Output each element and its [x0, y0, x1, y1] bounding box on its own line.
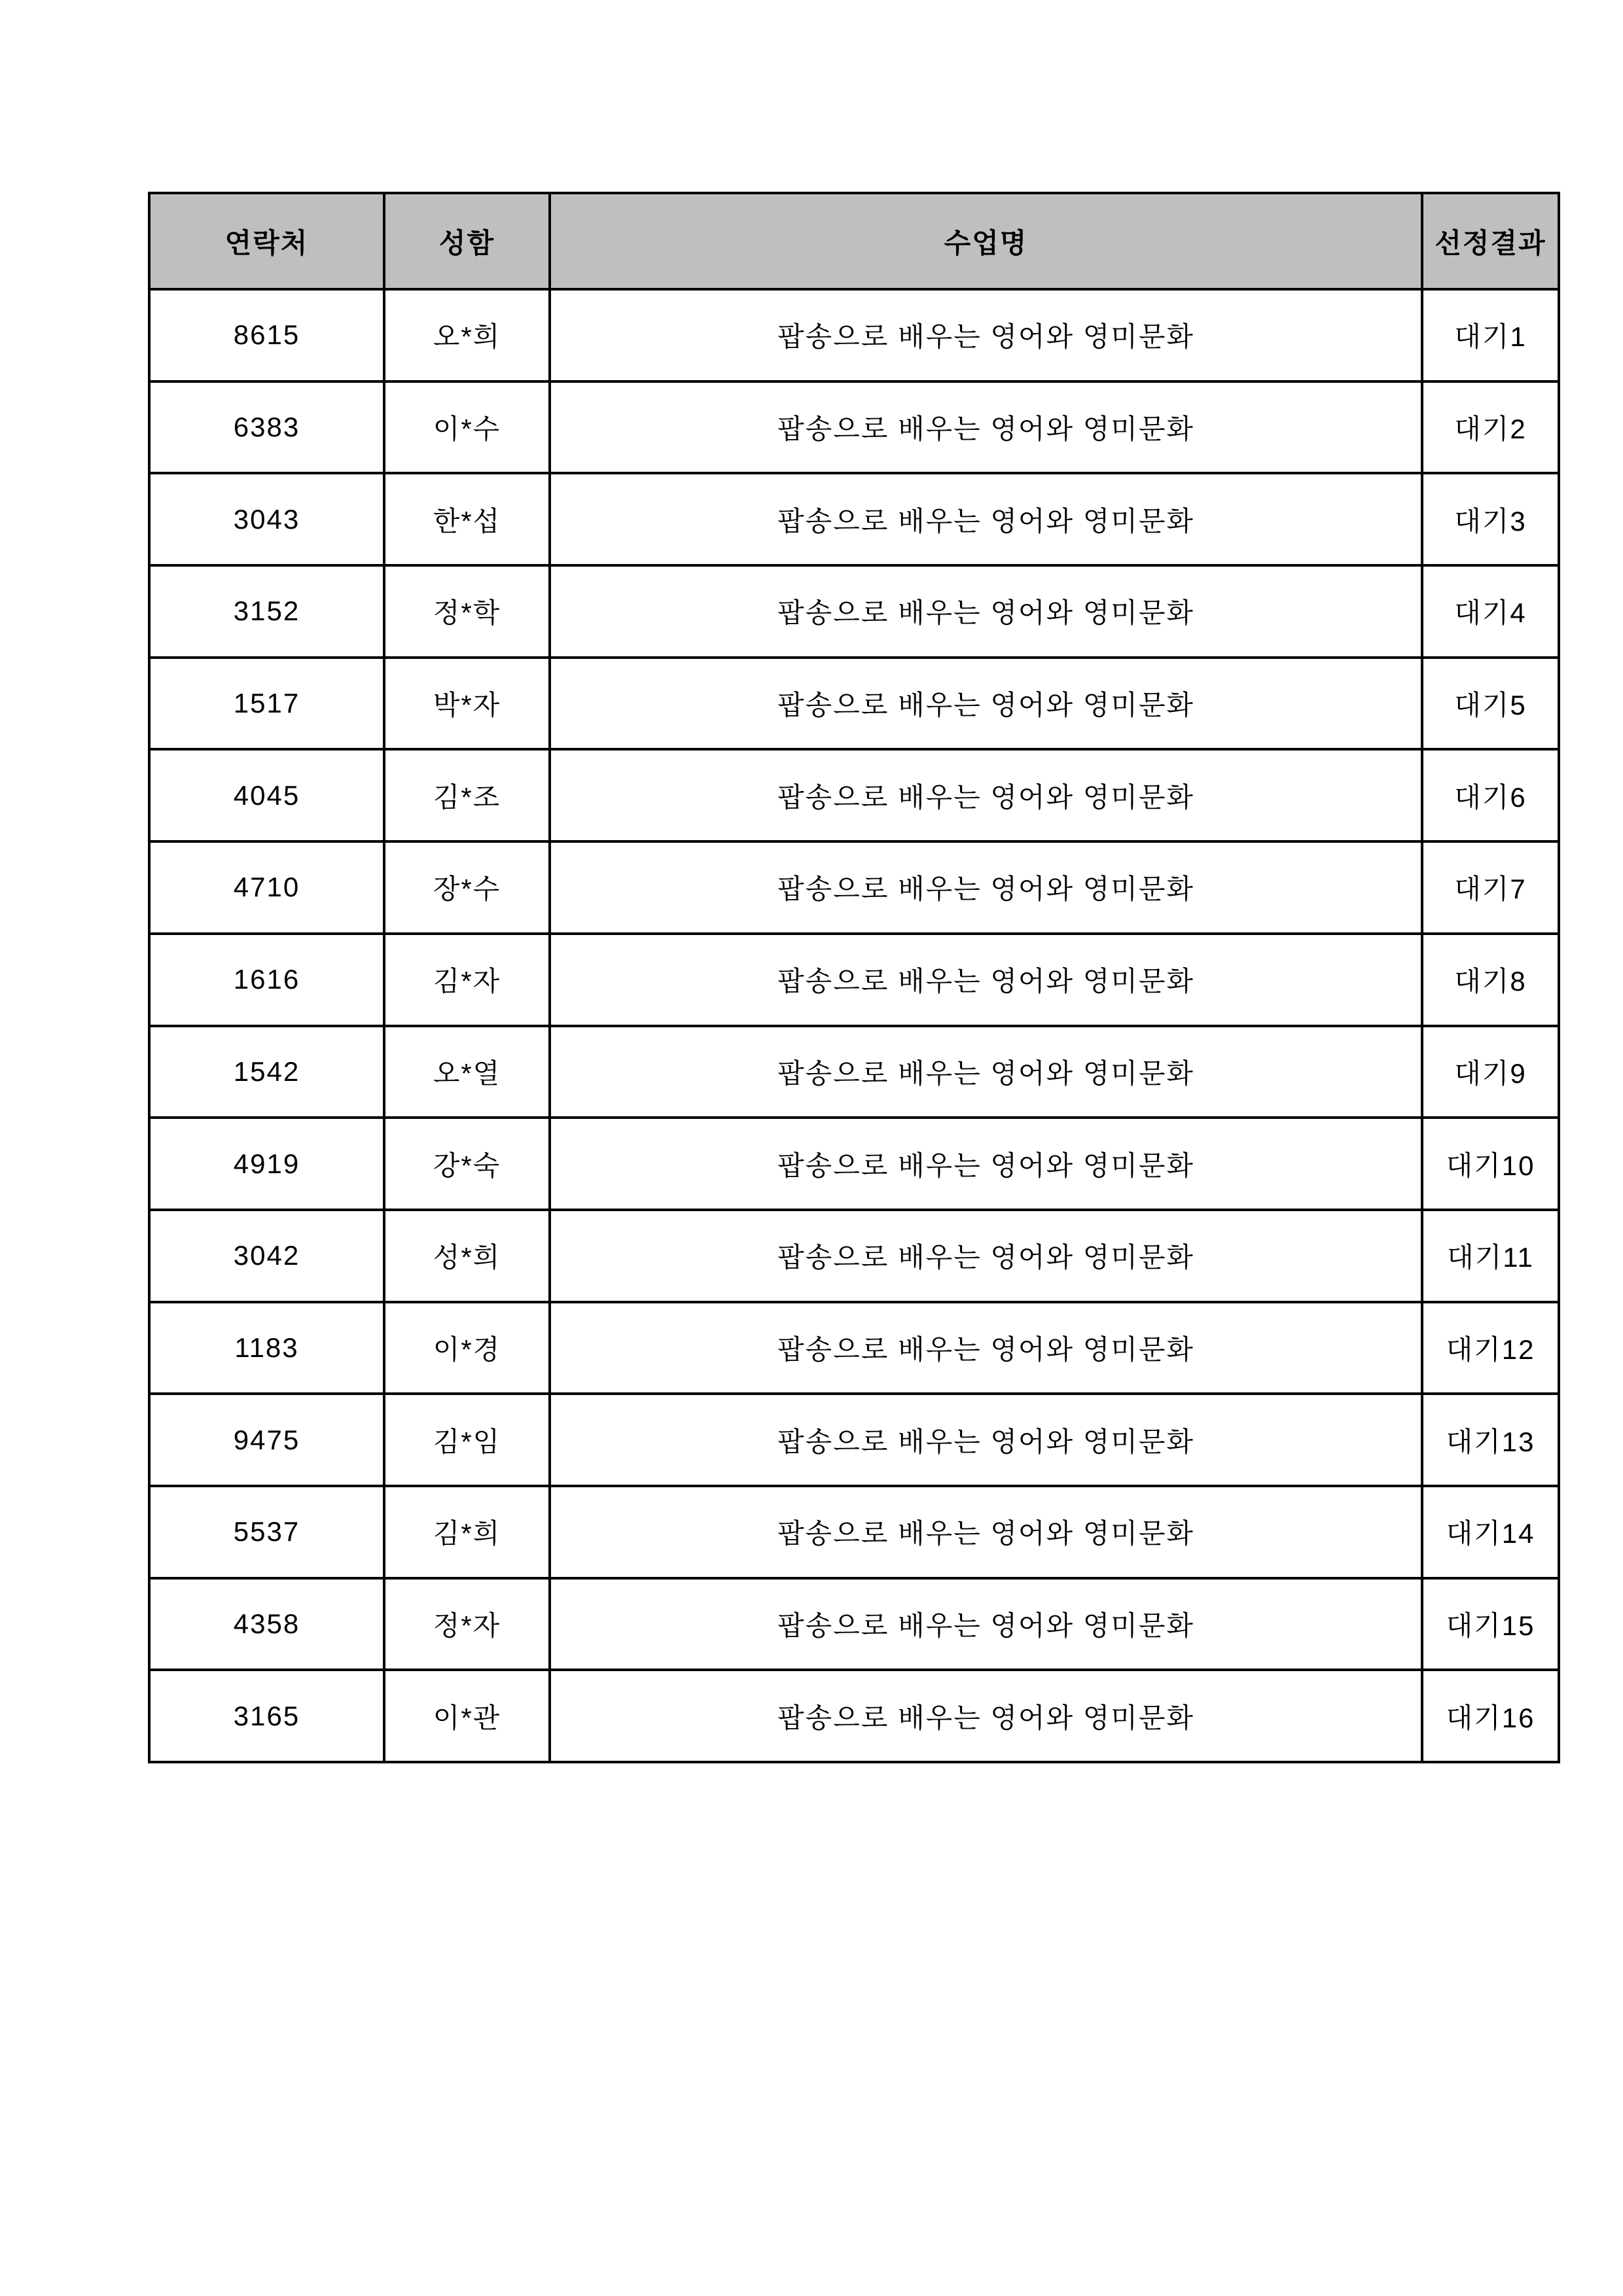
- table-cell: 대기2: [1422, 381, 1559, 474]
- table-row: [149, 565, 1559, 658]
- table-cell: 3042: [149, 1210, 384, 1302]
- table-row: [149, 934, 1559, 1026]
- table-row: [149, 1210, 1559, 1302]
- table-cell: 1183: [149, 1302, 384, 1394]
- table-row: [149, 1118, 1559, 1210]
- table-cell: 이*관: [384, 1670, 550, 1762]
- table-header: [149, 193, 1559, 289]
- table-cell: 김*자: [384, 934, 550, 1026]
- table-cell: 대기9: [1422, 1026, 1559, 1118]
- table-cell: 강*숙: [384, 1118, 550, 1210]
- table-cell: 대기4: [1422, 565, 1559, 658]
- table-row: [149, 1578, 1559, 1670]
- table-cell: 대기10: [1422, 1118, 1559, 1210]
- table-cell: 6383: [149, 381, 384, 474]
- table-cell: 성*희: [384, 1210, 550, 1302]
- waitlist-table: [148, 192, 1560, 1763]
- table-cell: 팝송으로 배우는 영어와 영미문화: [550, 1394, 1422, 1486]
- table-cell: 3152: [149, 565, 384, 658]
- table-cell: 3043: [149, 473, 384, 565]
- table-cell: 한*섭: [384, 473, 550, 565]
- table-cell: 이*경: [384, 1302, 550, 1394]
- table-row: [149, 289, 1559, 381]
- table-cell: 8615: [149, 289, 384, 381]
- table-cell: 팝송으로 배우는 영어와 영미문화: [550, 381, 1422, 474]
- table-row: [149, 1670, 1559, 1762]
- table-row: [149, 1394, 1559, 1486]
- table-cell: 대기5: [1422, 658, 1559, 750]
- table-cell: 대기14: [1422, 1486, 1559, 1578]
- table-cell: 이*수: [384, 381, 550, 474]
- table-cell: 팝송으로 배우는 영어와 영미문화: [550, 289, 1422, 381]
- table-cell: 팝송으로 배우는 영어와 영미문화: [550, 1486, 1422, 1578]
- table-cell: 팝송으로 배우는 영어와 영미문화: [550, 473, 1422, 565]
- table-cell: 팝송으로 배우는 영어와 영미문화: [550, 565, 1422, 658]
- table-cell: 팝송으로 배우는 영어와 영미문화: [550, 1210, 1422, 1302]
- table-row: [149, 381, 1559, 474]
- table-cell: 팝송으로 배우는 영어와 영미문화: [550, 1578, 1422, 1670]
- table-row: [149, 1302, 1559, 1394]
- table-cell: 대기16: [1422, 1670, 1559, 1762]
- table-cell: 팝송으로 배우는 영어와 영미문화: [550, 1302, 1422, 1394]
- table-row: [149, 658, 1559, 750]
- table-row: [149, 473, 1559, 565]
- table-cell: 박*자: [384, 658, 550, 750]
- table-cell: 김*희: [384, 1486, 550, 1578]
- header-row: [149, 193, 1559, 289]
- table-cell: 4358: [149, 1578, 384, 1670]
- table-cell: 4710: [149, 841, 384, 934]
- table-cell: 대기11: [1422, 1210, 1559, 1302]
- table-cell: 4919: [149, 1118, 384, 1210]
- table-body: [149, 289, 1559, 1762]
- table-cell: 오*희: [384, 289, 550, 381]
- table-row: [149, 841, 1559, 934]
- table-cell: 정*자: [384, 1578, 550, 1670]
- table-cell: 대기3: [1422, 473, 1559, 565]
- table-row: [149, 1026, 1559, 1118]
- table-cell: 5537: [149, 1486, 384, 1578]
- table-cell: 팝송으로 배우는 영어와 영미문화: [550, 841, 1422, 934]
- table-row: [149, 749, 1559, 841]
- table-cell: 김*임: [384, 1394, 550, 1486]
- table-cell: 대기7: [1422, 841, 1559, 934]
- table-row: [149, 1486, 1559, 1578]
- table-cell: 김*조: [384, 749, 550, 841]
- table-cell: 장*수: [384, 841, 550, 934]
- table-cell: 3165: [149, 1670, 384, 1762]
- table-cell: 팝송으로 배우는 영어와 영미문화: [550, 1118, 1422, 1210]
- table-cell: 1517: [149, 658, 384, 750]
- table-cell: 대기13: [1422, 1394, 1559, 1486]
- table-cell: 9475: [149, 1394, 384, 1486]
- table-cell: 팝송으로 배우는 영어와 영미문화: [550, 749, 1422, 841]
- col-header-result: 선정결과: [1422, 193, 1559, 289]
- table-cell: 1616: [149, 934, 384, 1026]
- col-header-contact: 연락처: [149, 193, 384, 289]
- table-cell: 팝송으로 배우는 영어와 영미문화: [550, 1026, 1422, 1118]
- col-header-class: 수업명: [550, 193, 1422, 289]
- table-cell: 팝송으로 배우는 영어와 영미문화: [550, 934, 1422, 1026]
- table-cell: 대기12: [1422, 1302, 1559, 1394]
- table-cell: 팝송으로 배우는 영어와 영미문화: [550, 1670, 1422, 1762]
- table-cell: 정*학: [384, 565, 550, 658]
- table-cell: 대기6: [1422, 749, 1559, 841]
- table-cell: 대기1: [1422, 289, 1559, 381]
- table-cell: 대기15: [1422, 1578, 1559, 1670]
- table-cell: 4045: [149, 749, 384, 841]
- table-cell: 1542: [149, 1026, 384, 1118]
- col-header-name: 성함: [384, 193, 550, 289]
- table-cell: 오*열: [384, 1026, 550, 1118]
- table-cell: 대기8: [1422, 934, 1559, 1026]
- table-cell: 팝송으로 배우는 영어와 영미문화: [550, 658, 1422, 750]
